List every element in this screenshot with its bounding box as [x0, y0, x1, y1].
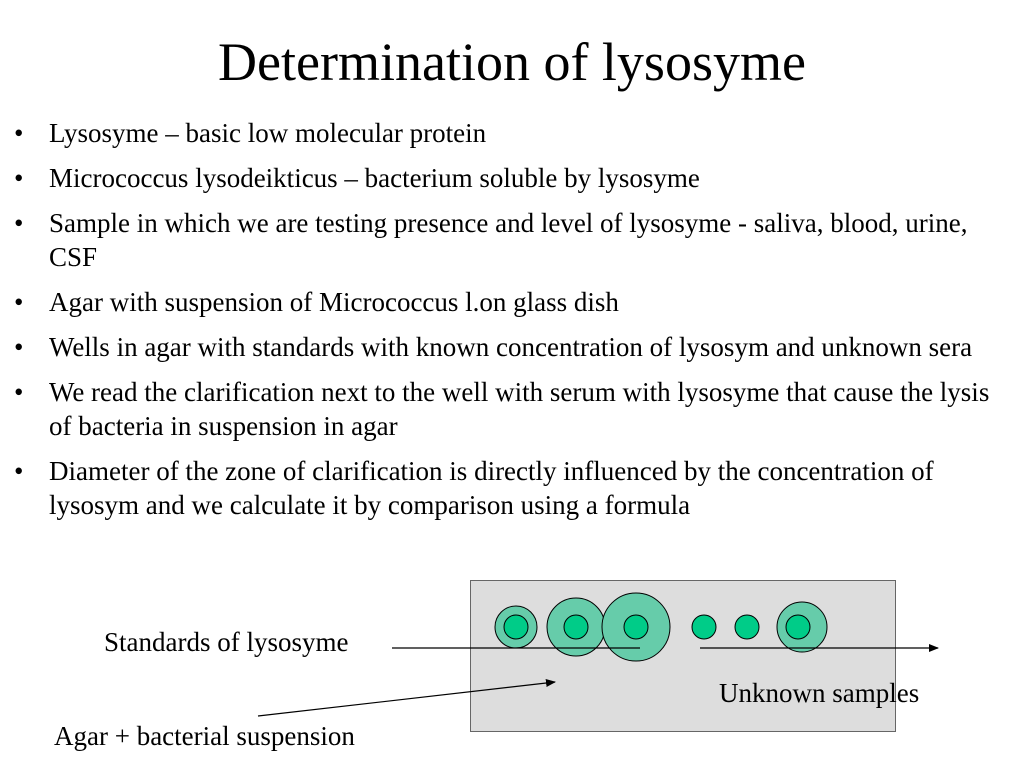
bullet-text: We read the clarification next to the well with serum with lysosyme that cause the lysis of bacteria in suspension in agar	[49, 377, 990, 441]
bullet-text: Wells in agar with standards with known concentration of lysosym and unknown sera	[49, 332, 973, 362]
bullet-item	[14, 206, 1004, 274]
bullet-item	[14, 116, 1004, 150]
bullet-dot-icon: •	[14, 287, 24, 317]
bullet-dot-icon: •	[14, 332, 24, 362]
standards-label: Standards of lysosyme	[104, 627, 349, 657]
bullet-text: Diameter of the zone of clarification is directly influenced by the concentration of lysosym and we calculate it by comparison using a formula	[49, 456, 934, 520]
bullet-dot-icon: •	[14, 118, 24, 148]
bullet-item	[14, 454, 1004, 522]
bullet-dot-icon: •	[14, 456, 24, 486]
bullet-text: Sample in which we are testing presence and level of lysosyme - saliva, blood, urine, CSF	[49, 208, 968, 272]
unknown-samples-label: Unknown samples	[719, 678, 920, 708]
bullet-dot-icon: •	[14, 163, 24, 193]
bullet-item	[14, 285, 1004, 319]
bullet-text: Micrococcus lysodeikticus – bacterium soluble by lysosyme	[49, 163, 700, 193]
bullet-item	[14, 161, 1004, 195]
slide-title: Determination of lysosyme	[218, 32, 806, 92]
bullet-item	[14, 330, 1004, 364]
agar-suspension-label: Agar + bacterial suspension	[54, 721, 355, 751]
agar-plate	[470, 580, 896, 732]
bullet-text: Agar with suspension of Micrococcus l.on glass dish	[49, 287, 619, 317]
bullet-dot-icon: •	[14, 208, 24, 238]
bullet-list	[14, 116, 1004, 533]
bullet-item	[14, 375, 1004, 443]
bullet-dot-icon: •	[14, 377, 24, 407]
bullet-text: Lysosyme – basic low molecular protein	[49, 118, 487, 148]
